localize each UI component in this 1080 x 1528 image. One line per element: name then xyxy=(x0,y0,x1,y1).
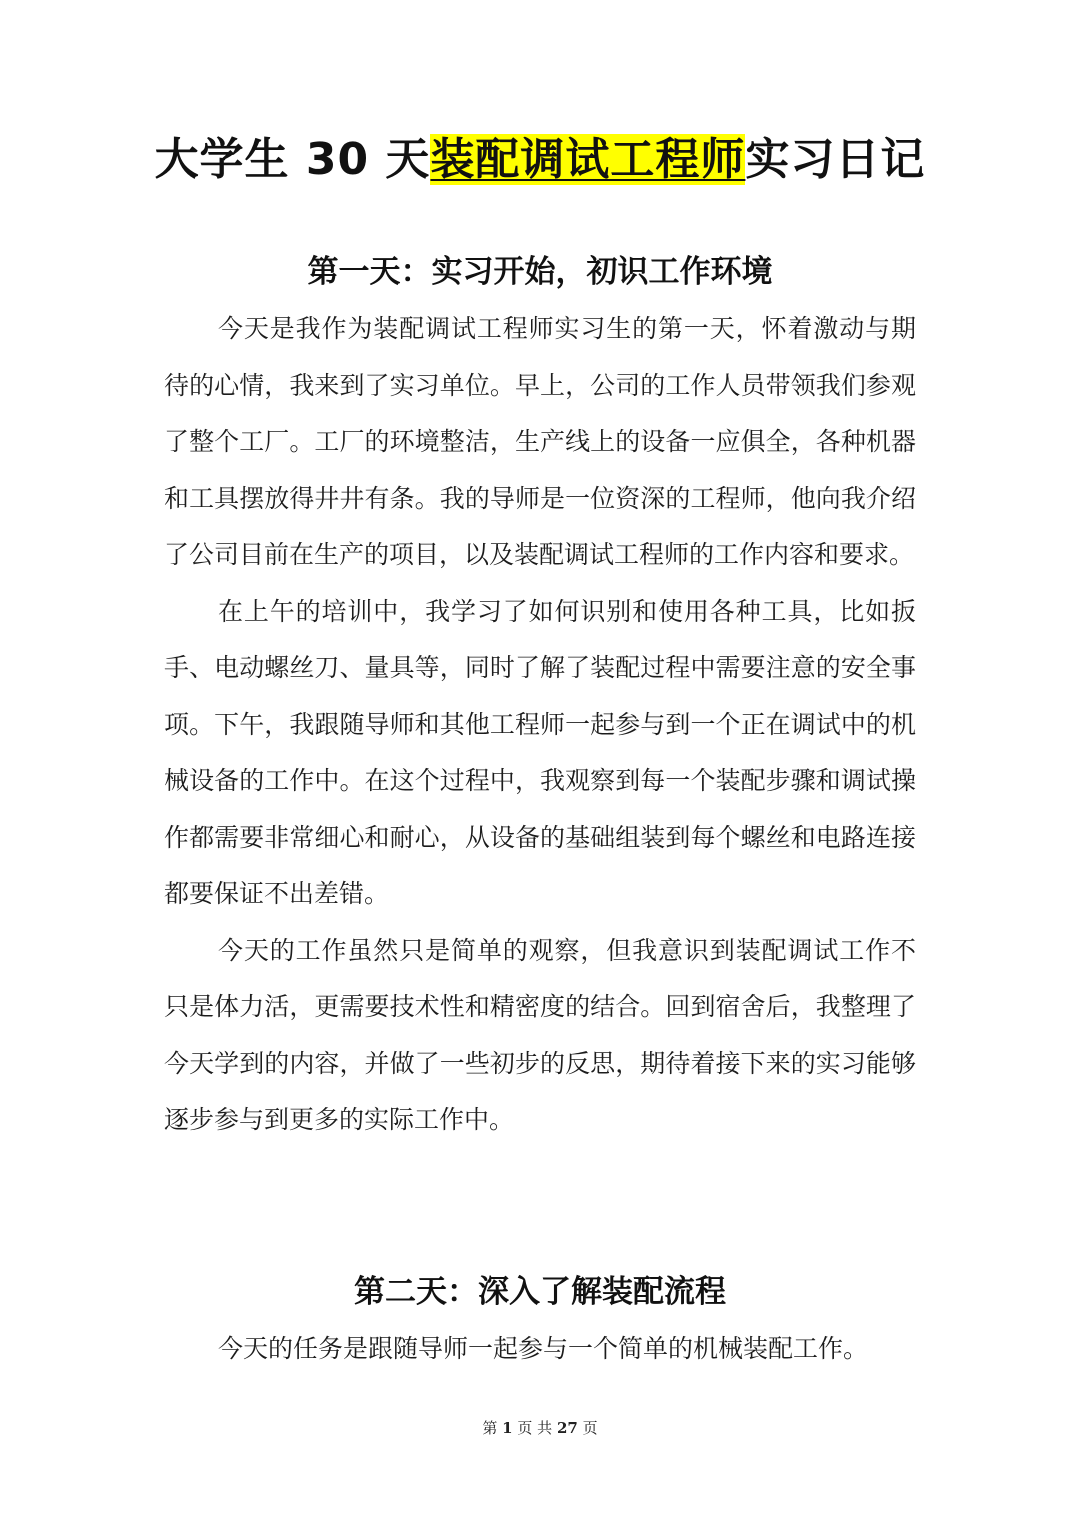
title-prefix: 大学生 30 天 xyxy=(154,134,431,185)
page-number-footer xyxy=(0,1416,1080,1440)
paragraph: 今天是我作为装配调试工程师实习生的第一天，怀着激动与期待的心情，我来到了实习单位。早上，公司的工作人员带领我们参观了整个工厂。工厂的环境整洁，生产线上的设备一应俱全，各种机器和工具摆放得井井有条。我的导师是一位资深的工程师，他向我介绍了公司目前在生产的项目，以及装配调试工程师的工作内容和要求。 xyxy=(164,314,916,569)
paragraph: 今天的任务是跟随导师一起参与一个简单的机械装配工作。 xyxy=(218,1334,869,1363)
title-suffix: 实习日记 xyxy=(745,134,926,185)
section-heading-day2: 第二天：深入了解装配流程 xyxy=(354,1274,726,1310)
total-pages-number: 27 xyxy=(556,1419,578,1437)
footer-label-page: 第 xyxy=(482,1419,498,1437)
section-body-day1 xyxy=(164,301,916,1149)
current-page-number: 1 xyxy=(502,1419,513,1437)
section-heading-day1: 第一天：实习开始，初识工作环境 xyxy=(307,254,773,290)
document-title xyxy=(0,130,1080,190)
title-highlight: 装配调试工程师 xyxy=(430,134,746,185)
section-body-day2 xyxy=(164,1321,916,1378)
paragraph: 在上午的培训中，我学习了如何识别和使用各种工具，比如扳手、电动螺丝刀、量具等，同时了解了装配过程中需要注意的安全事项。下午，我跟随导师和其他工程师一起参与到一个正在调试中的机械设备的工作中。在这个过程中，我观察到每一个装配步骤和调试操作都需要非常细心和耐心，从设备的基础组装到每个螺丝和电路连接都要保证不出差错。 xyxy=(164,596,916,908)
paragraph: 今天的工作虽然只是简单的观察，但我意识到装配调试工作不只是体力活，更需要技术性和精密度的结合。回到宿舍后，我整理了今天学到的内容，并做了一些初步的反思，期待着接下来的实习能够逐步参与到更多的实际工作中。 xyxy=(164,935,916,1134)
footer-label-total-unit: 页 xyxy=(582,1419,598,1437)
footer-label-page-unit: 页 xyxy=(517,1419,533,1437)
footer-label-total: 共 xyxy=(537,1419,553,1437)
